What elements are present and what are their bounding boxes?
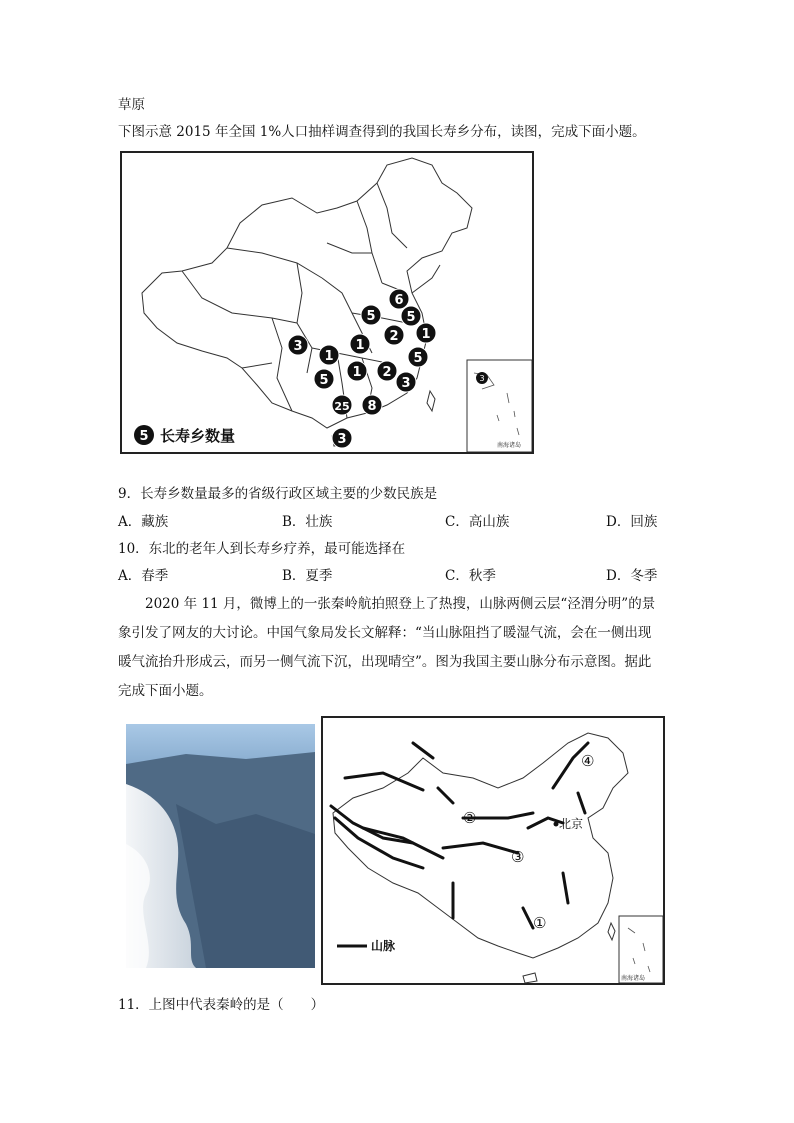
marker-count: 1 (421, 327, 431, 342)
q10-option-c: C．秋季 (445, 568, 496, 584)
marker-count: 8 (367, 399, 377, 414)
inset-label-2: 南海诸岛 (621, 975, 646, 982)
aerial-photo (126, 724, 315, 968)
legend-label-2: 山脉 (371, 939, 396, 953)
marker-count: 5 (406, 310, 416, 325)
q9-option-c: C．高山族 (445, 514, 510, 530)
label-1: ① (533, 914, 547, 932)
marker-count: 2 (382, 365, 392, 380)
legend-label: 长寿乡数量 (160, 427, 236, 445)
passage: 2020 年 11 月，微博上的一张秦岭航拍照登上了热搜，山脉两侧云层“泾渭分明”的景象引发了网友的大讨论。中国气象局发长文解释：“当山脉阻挡了暖湿气流，会在一侧出现暖气流抬升形成云，而另一侧气流下沉，出现晴空”。图为我国主要山脉分布示意图。据此完成下面小题。 (118, 596, 656, 699)
marker-count: 5 (366, 309, 376, 324)
mountain-map-svg (323, 718, 663, 983)
marker-count: 1 (355, 338, 365, 353)
intro-text: 下图示意 2015 年全国 1%人口抽样调查得到的我国长寿乡分布，读图，完成下面小题。 (118, 124, 646, 140)
q9-option-a: A．藏族 (118, 514, 169, 530)
marker-group (288, 289, 488, 448)
inset-label: 南海诸岛 (497, 442, 522, 449)
inset-frame-2 (619, 916, 663, 983)
q9-option-d: D．回族 (606, 514, 658, 530)
longevity-map-svg (122, 153, 532, 452)
label-2: ② (463, 809, 477, 827)
inset-marker-count: 3 (479, 374, 485, 383)
q10-option-a: A．春季 (118, 568, 169, 584)
marker-count: 1 (352, 365, 362, 380)
label-3: ③ (511, 848, 525, 866)
legend-marker: 5 (139, 429, 149, 444)
marker-count: 25 (334, 400, 350, 413)
mountain-map (321, 716, 665, 985)
marker-count: 3 (401, 376, 411, 391)
q9-stem: 9．长寿乡数量最多的省级行政区域主要的少数民族是 (118, 486, 438, 502)
marker-count: 5 (319, 373, 329, 388)
header-fragment: 草原 (118, 97, 145, 113)
q10-option-b: B．夏季 (282, 568, 333, 584)
q10-option-d: D．冬季 (606, 568, 658, 584)
label-4: ④ (581, 752, 595, 770)
marker-count: 2 (389, 329, 399, 344)
marker-count: 6 (394, 293, 404, 308)
china-outline (142, 158, 472, 428)
longevity-map (120, 151, 534, 454)
marker-count: 3 (293, 339, 303, 354)
marker-count: 5 (413, 351, 423, 366)
q11-stem: 11．上图中代表秦岭的是（ ） (118, 997, 325, 1013)
q10-stem: 10．东北的老年人到长寿乡疗养，最可能选择在 (118, 541, 406, 557)
marker-count: 3 (337, 432, 347, 447)
marker-count: 1 (324, 349, 334, 364)
q9-option-b: B．壮族 (282, 514, 333, 530)
city-beijing: 北京 (559, 817, 584, 831)
